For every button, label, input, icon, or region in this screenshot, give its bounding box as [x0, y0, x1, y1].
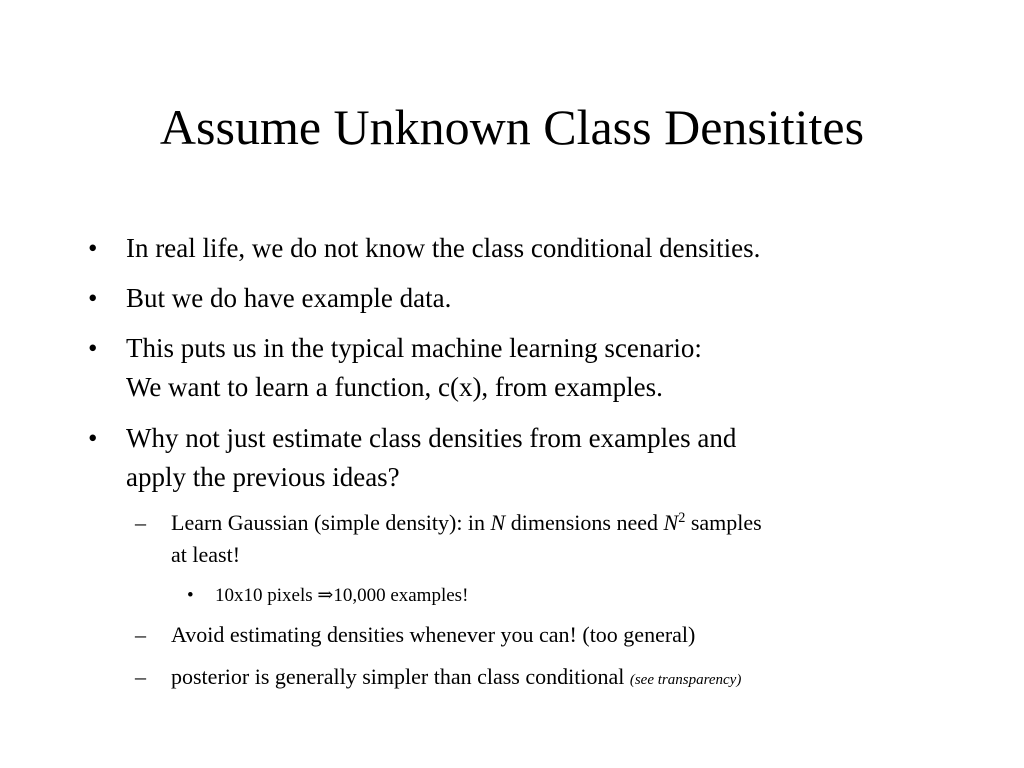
sub-bullet-text: Learn Gaussian (simple density): in — [171, 510, 491, 535]
sub-bullet-item — [135, 661, 742, 696]
bullet-text: But we do have example data. — [126, 283, 452, 313]
bullet-marker: • — [88, 423, 98, 453]
dash-marker: – — [135, 622, 146, 647]
bullet-item — [88, 229, 761, 268]
sub-sub-bullet-item — [187, 582, 469, 610]
sub-bullet-text: posterior is generally simpler than class conditional — [171, 664, 630, 689]
dash-marker: – — [135, 664, 146, 689]
bullet-text: apply the previous ideas? — [126, 462, 400, 492]
sub-bullet-item — [135, 507, 762, 539]
sub-sub-bullet-text: 10x10 pixels — [215, 585, 318, 606]
sub-sub-bullet-text: 10,000 examples! — [333, 585, 469, 606]
bullet-marker: • — [88, 333, 98, 363]
bullet-item — [88, 329, 702, 368]
bullet-text: In real life, we do not know the class conditional densities. — [126, 233, 761, 263]
sub-bullet-text: dimensions need — [505, 510, 664, 535]
bullet-marker: • — [187, 585, 194, 606]
transparency-note: (see transparency) — [629, 672, 742, 688]
sub-bullet-text: at least! — [171, 542, 241, 567]
bullet-item — [88, 419, 737, 458]
bullet-marker: • — [88, 233, 98, 263]
bullet-continuation — [126, 368, 663, 407]
bullet-text: We want to learn a function, c(x), from examples. — [126, 372, 663, 402]
sample-variable: N — [663, 510, 679, 535]
dash-marker: – — [135, 510, 146, 535]
slide-title: Assume Unknown Class Densitites — [159, 99, 865, 155]
sub-bullet-text: samples — [685, 510, 762, 535]
implies-arrow-icon: ⇒ — [317, 585, 334, 606]
bullet-marker: • — [88, 283, 98, 313]
exponent: 2 — [678, 510, 686, 527]
sub-bullet-item — [135, 619, 696, 651]
bullet-item — [88, 279, 452, 318]
sub-bullet-text: Avoid estimating densities whenever you can! (too general) — [171, 622, 696, 647]
sub-bullet-continuation — [171, 539, 240, 571]
bullet-continuation — [126, 458, 400, 497]
dimension-variable: N — [490, 510, 506, 535]
bullet-text: Why not just estimate class densities from examples and — [126, 423, 737, 453]
bullet-text: This puts us in the typical machine learning scenario: — [126, 333, 702, 363]
